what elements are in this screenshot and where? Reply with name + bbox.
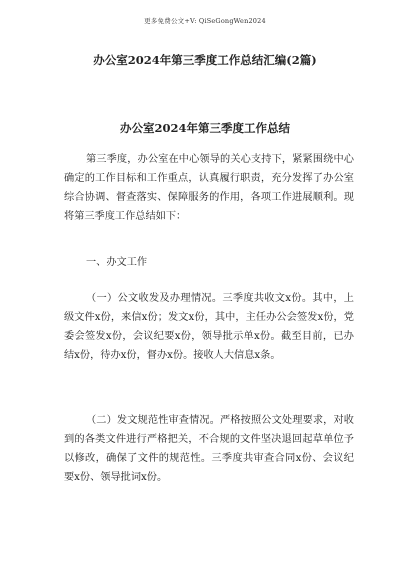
paragraph-document-review: （二）发文规范性审查情况。严格按照公文处理要求，对收到的各类文件进行严格把关，不合规的文件坚决退回起草单位予以修改，确保了文件的规范性。三季度共审查合同x份、会议纪要x份、领导批词x份。 [64, 415, 354, 483]
heading-office-documents: 一、办文工作 [86, 257, 148, 268]
section-title: 办公室2024年第三季度工作总结 [119, 121, 290, 135]
header-note: 更多免费公文+V: QiSeGongWen2024 [144, 17, 266, 25]
intro-paragraph: 第三季度，办公室在中心领导的关心支持下，紧紧围绕中心确定的工作目标和工作重点，认真履行职责，充分发挥了办公室综合协调、督查落实、保障服务的作用，各项工作进展顺利。现将第三季度工作总结如下： [64, 154, 354, 222]
paragraph-document-handling: （一）公文收发及办理情况。三季度共收文x份。其中，上级文件x份，来信x份；发文x份，其中，主任办公会签发x份，党委会签发x份，会议纪要x份，领导批示单x份。截至目前，已办结x份，待办x份，督办x份。接收人大信息x条。 [64, 293, 354, 361]
document-title: 办公室2024年第三季度工作总结汇编(2篇) [93, 53, 317, 67]
